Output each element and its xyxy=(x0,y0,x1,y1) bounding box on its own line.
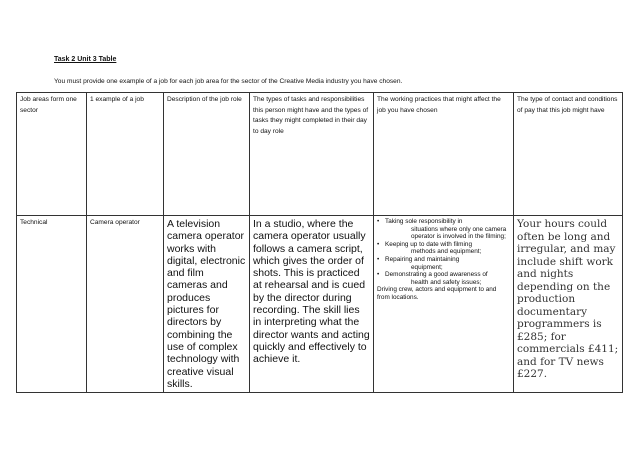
practice-text-cont: health and safety issues; xyxy=(411,278,482,286)
practice-tail: Driving crew, actors and equipment to and from locations. xyxy=(377,286,497,301)
practice-text-cont: equipment; xyxy=(411,263,443,271)
pay-cell: Your hours could often be long and irregular, and may include shift work and nights depending on the production documentary programmers is £285; for commercials £411; and for TV news £227. xyxy=(514,216,623,393)
practices-cell xyxy=(374,216,514,393)
practice-item xyxy=(385,218,510,241)
description-cell: A television camera operator works with digital, electronic and film cameras and produces pictures for directors by combining the use of complex technology with creative visual skills. xyxy=(164,216,250,393)
header-cell: 1 example of a job xyxy=(87,93,164,216)
table-row xyxy=(17,216,623,393)
job-table xyxy=(16,92,623,393)
header-cell: The type of contact and conditions of pay that this job might have xyxy=(514,93,623,216)
job-area-cell: Technical xyxy=(17,216,87,393)
header-cell: Job areas form one sector xyxy=(17,93,87,216)
practice-item xyxy=(385,256,510,271)
job-example-cell: Camera operator xyxy=(87,216,164,393)
practice-text: • Taking sole responsibility in xyxy=(385,218,463,225)
practice-item xyxy=(385,271,510,286)
practice-text: • Repairing and maintaining xyxy=(385,255,460,263)
practice-item xyxy=(385,241,510,256)
practice-text: • Demonstrating a good awareness of xyxy=(385,271,488,279)
instructions: You must provide one example of a job for each job area for the sector of the Creative Media industry you have chosen. xyxy=(54,78,403,85)
tasks-cell: In a studio, where the camera operator usually follows a camera script, which gives the order of shots. This is practiced at rehearsal and is cued by the director during recording. The skill lies in interpreting what the director wants and acting quickly and effectively to achieve it. xyxy=(250,216,374,393)
header-cell: Description of the job role xyxy=(164,93,250,216)
header-row xyxy=(17,93,623,216)
header-cell: The types of tasks and responsibilities this person might have and the types of tasks they might completed in their day to day role xyxy=(250,93,374,216)
practice-text: • Keeping up to date with filming xyxy=(385,240,473,248)
header-cell: The working practices that might affect the job you have chosen xyxy=(374,93,514,216)
practice-text-cont: methods and equipment; xyxy=(411,248,482,256)
document-title: Task 2 Unit 3 Table xyxy=(54,56,117,63)
practice-text-cont: situations where only one camera operator is involved in the filming; xyxy=(411,225,507,241)
